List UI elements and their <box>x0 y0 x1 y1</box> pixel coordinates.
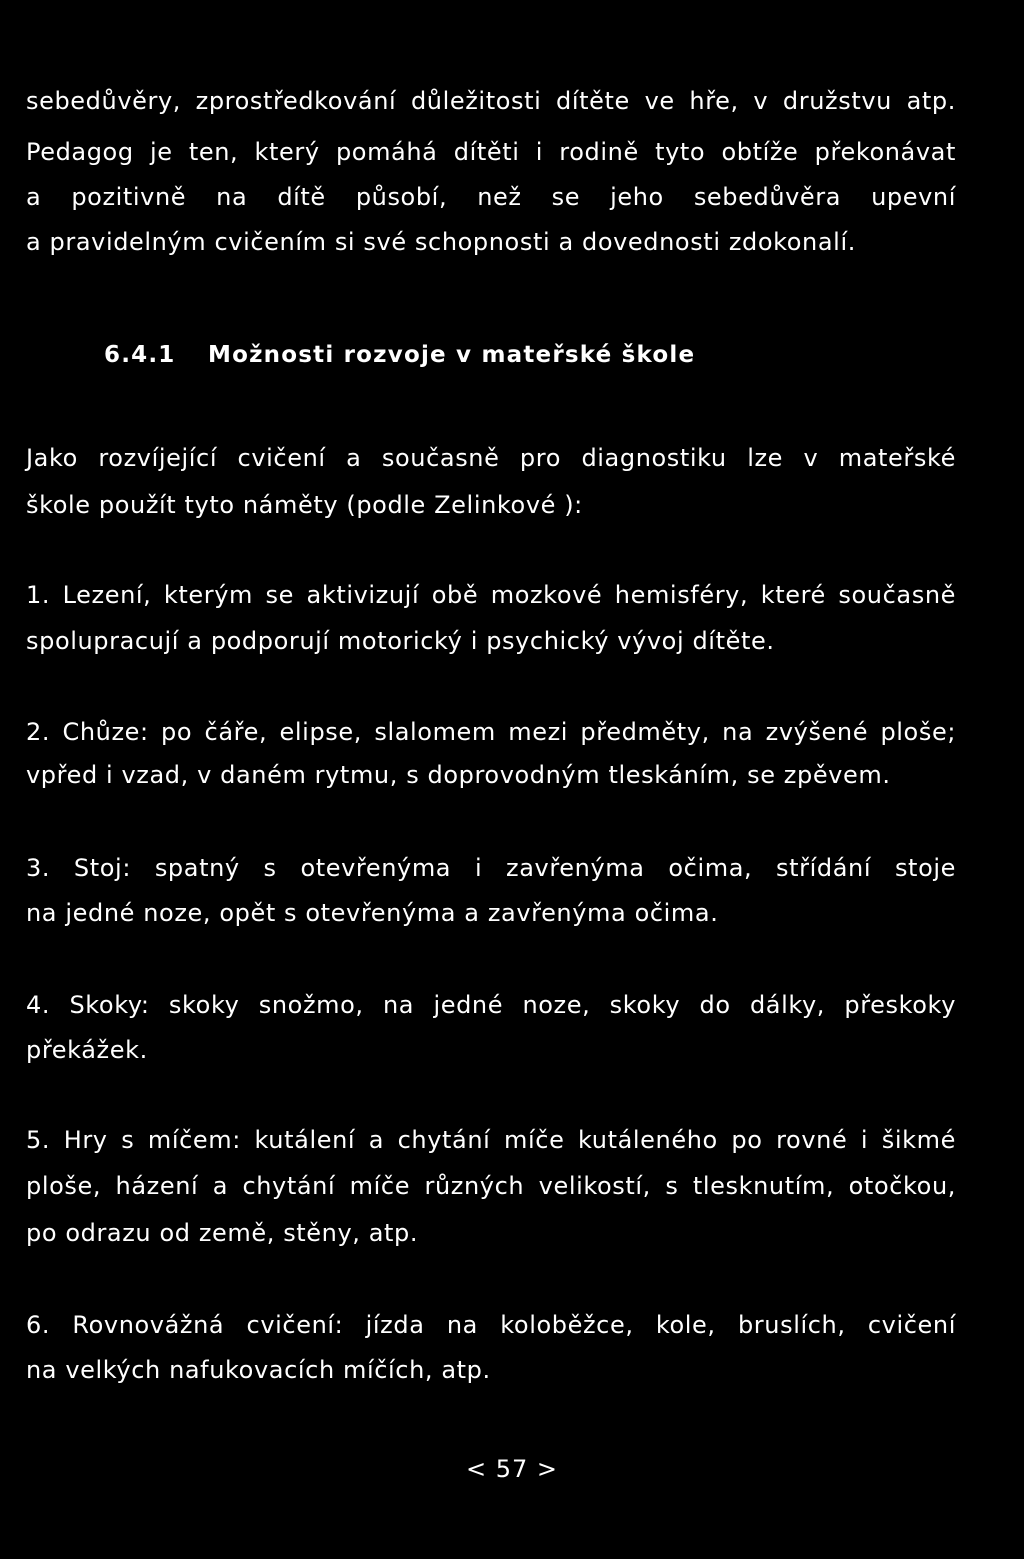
list-item-line: překážek. <box>26 1036 148 1064</box>
list-item-line: na velkých nafukovacích míčích, atp. <box>26 1356 491 1384</box>
list-item-line: vpřed i vzad, v daném rytmu, s doprovodným tleskáním, se zpěvem. <box>26 761 891 789</box>
lead-line: Jako rozvíjející cvičení a současně pro diagnostiku lze v mateřské <box>26 444 956 472</box>
list-item-line: 6. Rovnovážná cvičení: jízda na koloběžce, kole, bruslích, cvičení <box>26 1311 956 1339</box>
intro-line: a pravidelným cvičením si své schopnosti a dovednosti zdokonalí. <box>26 228 856 256</box>
list-item-line: na jedné noze, opět s otevřenýma a zavřenýma očima. <box>26 899 719 927</box>
list-item-line: spolupracují a podporují motorický i psychický vývoj dítěte. <box>26 627 775 655</box>
lead-line: škole použít tyto náměty (podle Zelinkové ): <box>26 491 583 519</box>
intro-line: sebedůvěry, zprostředkování důležitosti dítěte ve hře, v družstvu atp. <box>26 87 956 115</box>
section-number: 6.4.1 <box>104 342 176 368</box>
list-item-line: 1. Lezení, kterým se aktivizují obě mozkové hemisféry, které současně <box>26 581 956 609</box>
list-item-line: 5. Hry s míčem: kutálení a chytání míče kutáleného po rovné i šikmé <box>26 1126 956 1154</box>
list-item-line: ploše, házení a chytání míče různých velikostí, s tlesknutím, otočkou, <box>26 1172 956 1200</box>
intro-line: Pedagog je ten, který pomáhá dítěti i rodině tyto obtíže překonávat <box>26 138 956 166</box>
page-number: < 57 > <box>465 1455 558 1483</box>
list-item-line: po odrazu od země, stěny, atp. <box>26 1219 419 1247</box>
list-item-line: 2. Chůze: po čáře, elipse, slalomem mezi předměty, na zvýšené ploše; <box>26 718 956 746</box>
section-heading <box>104 340 695 370</box>
list-item-line: 4. Skoky: skoky snožmo, na jedné noze, skoky do dálky, přeskoky <box>26 991 956 1019</box>
intro-line: a pozitivně na dítě působí, než se jeho sebedůvěra upevní <box>26 183 956 211</box>
section-title: Možnosti rozvoje v mateřské škole <box>208 342 696 368</box>
list-item-line: 3. Stoj: spatný s otevřenýma i zavřenýma očima, střídání stoje <box>26 854 956 882</box>
